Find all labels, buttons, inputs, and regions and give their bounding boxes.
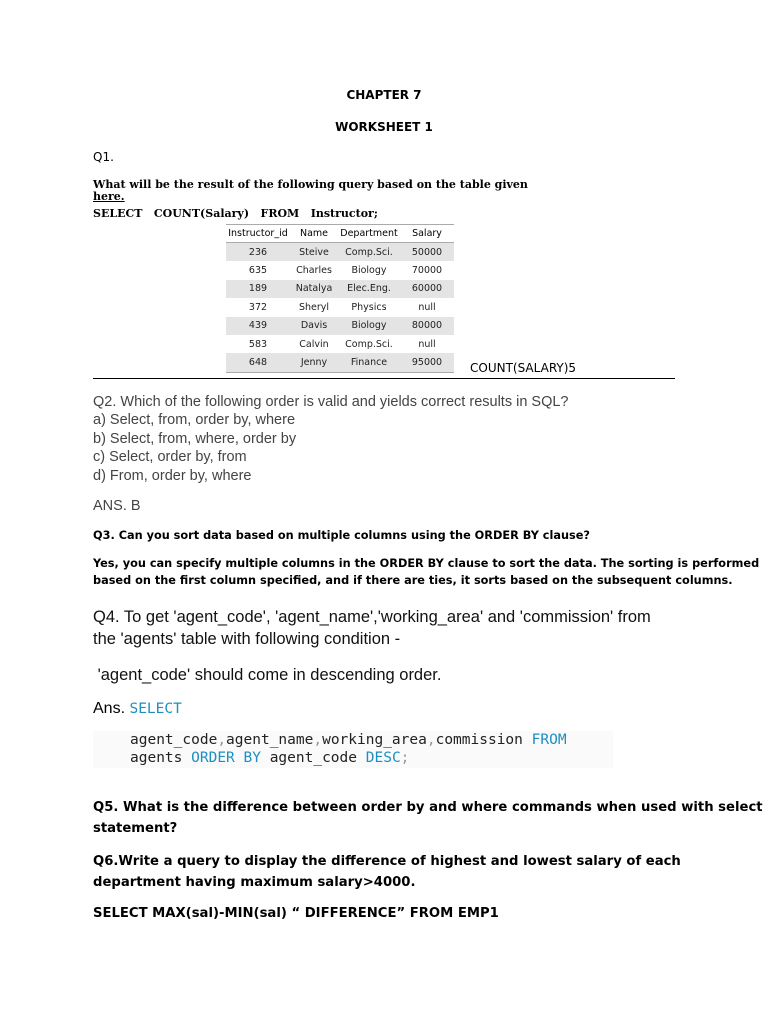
- table-cell: Comp.Sci.: [338, 243, 400, 262]
- sql-code-block: [93, 731, 613, 768]
- table-cell: 635: [248, 265, 268, 277]
- table-cell: 583: [248, 338, 268, 350]
- table-cell: Calvin: [299, 338, 329, 350]
- q3-question: Q3. Can you sort data based on multiple columns using the ORDER BY clause?: [93, 529, 590, 542]
- table-row: [226, 243, 454, 262]
- q3-answer-line2: based on the first column specified, and if there are ties, it sorts based on the subsequent columns.: [93, 574, 733, 587]
- table-cell: Sheryl: [298, 301, 330, 313]
- ans-label: Ans.: [93, 700, 126, 717]
- q1-answer: COUNT(SALARY)5: [470, 361, 577, 375]
- column-header: Name: [290, 225, 338, 243]
- q2-answer: ANS. B: [93, 498, 141, 514]
- table-cell: 50000: [400, 243, 454, 262]
- column-header: Salary: [400, 225, 454, 243]
- q2-option-b: b) Select, from, where, order by: [93, 431, 297, 447]
- q4-question-line1: Q4. To get 'agent_code', 'agent_name','working_area' and 'commission' from: [93, 608, 651, 626]
- sql-code-line1: [130, 732, 613, 750]
- q4-question-line2: the 'agents' table with following condition -: [93, 630, 401, 648]
- table-cell: Davis: [290, 317, 338, 335]
- table-header-row: [226, 225, 454, 243]
- instructor-table: [226, 224, 454, 373]
- table-cell: 60000: [400, 280, 454, 298]
- table-cell: 236: [226, 243, 290, 262]
- q4-answer-line: [93, 699, 182, 719]
- table-cell: Elec.Eng.: [338, 280, 400, 298]
- table-cell: Biology: [338, 317, 400, 335]
- q3-answer-line1: Yes, you can specify multiple columns in the ORDER BY clause to sort the data. The sorting is performed: [93, 557, 760, 570]
- q2-question: Q2. Which of the following order is valid and yields correct results in SQL?: [93, 394, 569, 410]
- table-cell: Comp.Sci.: [345, 338, 393, 350]
- table-row: [226, 261, 454, 279]
- table-cell: 648: [226, 353, 290, 372]
- worksheet-title: WORKSHEET 1: [335, 120, 433, 134]
- q4-condition: 'agent_code' should come in descending order.: [93, 666, 442, 684]
- sql-punct: ,: [426, 732, 436, 748]
- q2-option-d: d) From, order by, where: [93, 468, 252, 484]
- table-cell: Biology: [351, 265, 387, 277]
- table-cell: Charles: [296, 265, 332, 277]
- sql-keyword-desc: DESC: [365, 749, 401, 766]
- sql-code-line2: [130, 750, 613, 768]
- table-row: [226, 335, 454, 353]
- sql-column: agent_code: [130, 732, 218, 748]
- table-cell: 80000: [400, 317, 454, 335]
- table-cell: null: [418, 301, 436, 313]
- sql-punct: ,: [313, 732, 323, 748]
- q2-option-a: a) Select, from, order by, where: [93, 412, 296, 428]
- section-divider: [93, 378, 675, 379]
- table-cell: null: [418, 338, 436, 350]
- q1-label: Q1.: [93, 150, 114, 164]
- table-cell: Jenny: [290, 353, 338, 372]
- sql-column: agent_name: [226, 732, 314, 748]
- table-cell: 439: [226, 317, 290, 335]
- table-cell: Steive: [290, 243, 338, 262]
- column-header: Instructor_id: [226, 225, 290, 243]
- table-row: [226, 298, 454, 316]
- sql-column: commission: [435, 732, 523, 748]
- table-cell: 95000: [400, 353, 454, 372]
- table-cell: 70000: [411, 265, 443, 277]
- column-header: Department: [338, 225, 400, 243]
- table-cell: Finance: [338, 353, 400, 372]
- sql-punct: ;: [400, 749, 410, 766]
- table-cell: 189: [226, 280, 290, 298]
- q5-line2: statement?: [93, 821, 178, 836]
- chapter-title: CHAPTER 7: [346, 88, 422, 102]
- table-cell: 372: [248, 301, 268, 313]
- sql-keyword-order-by: ORDER BY: [191, 749, 261, 766]
- q6-line2: department having maximum salary>4000.: [93, 875, 416, 890]
- q1-question-line2: here.: [93, 190, 125, 203]
- sql-column: agent_code: [269, 749, 358, 766]
- sql-table: agents: [130, 749, 183, 766]
- q5-line1: Q5. What is the difference between order by and where commands when used with select: [93, 800, 763, 815]
- table-row: [226, 317, 454, 335]
- sql-punct: ,: [217, 732, 227, 748]
- q6-line1: Q6.Write a query to display the difference of highest and lowest salary of each: [93, 854, 681, 869]
- q1-question-line1: What will be the result of the following query based on the table given: [93, 178, 528, 191]
- sql-keyword-from: FROM: [531, 732, 567, 748]
- table-row: [226, 353, 454, 372]
- sql-keyword-select: SELECT: [129, 701, 182, 717]
- table-row: [226, 280, 454, 298]
- sql-column: working_area: [322, 732, 427, 748]
- q6-answer: SELECT MAX(sal)-MIN(sal) “ DIFFERENCE” FROM EMP1: [93, 906, 499, 921]
- table-cell: Natalya: [290, 280, 338, 298]
- q1-query: SELECT COUNT(Salary) FROM Instructor;: [93, 207, 378, 220]
- table-cell: Physics: [351, 301, 387, 313]
- q2-option-c: c) Select, order by, from: [93, 449, 247, 465]
